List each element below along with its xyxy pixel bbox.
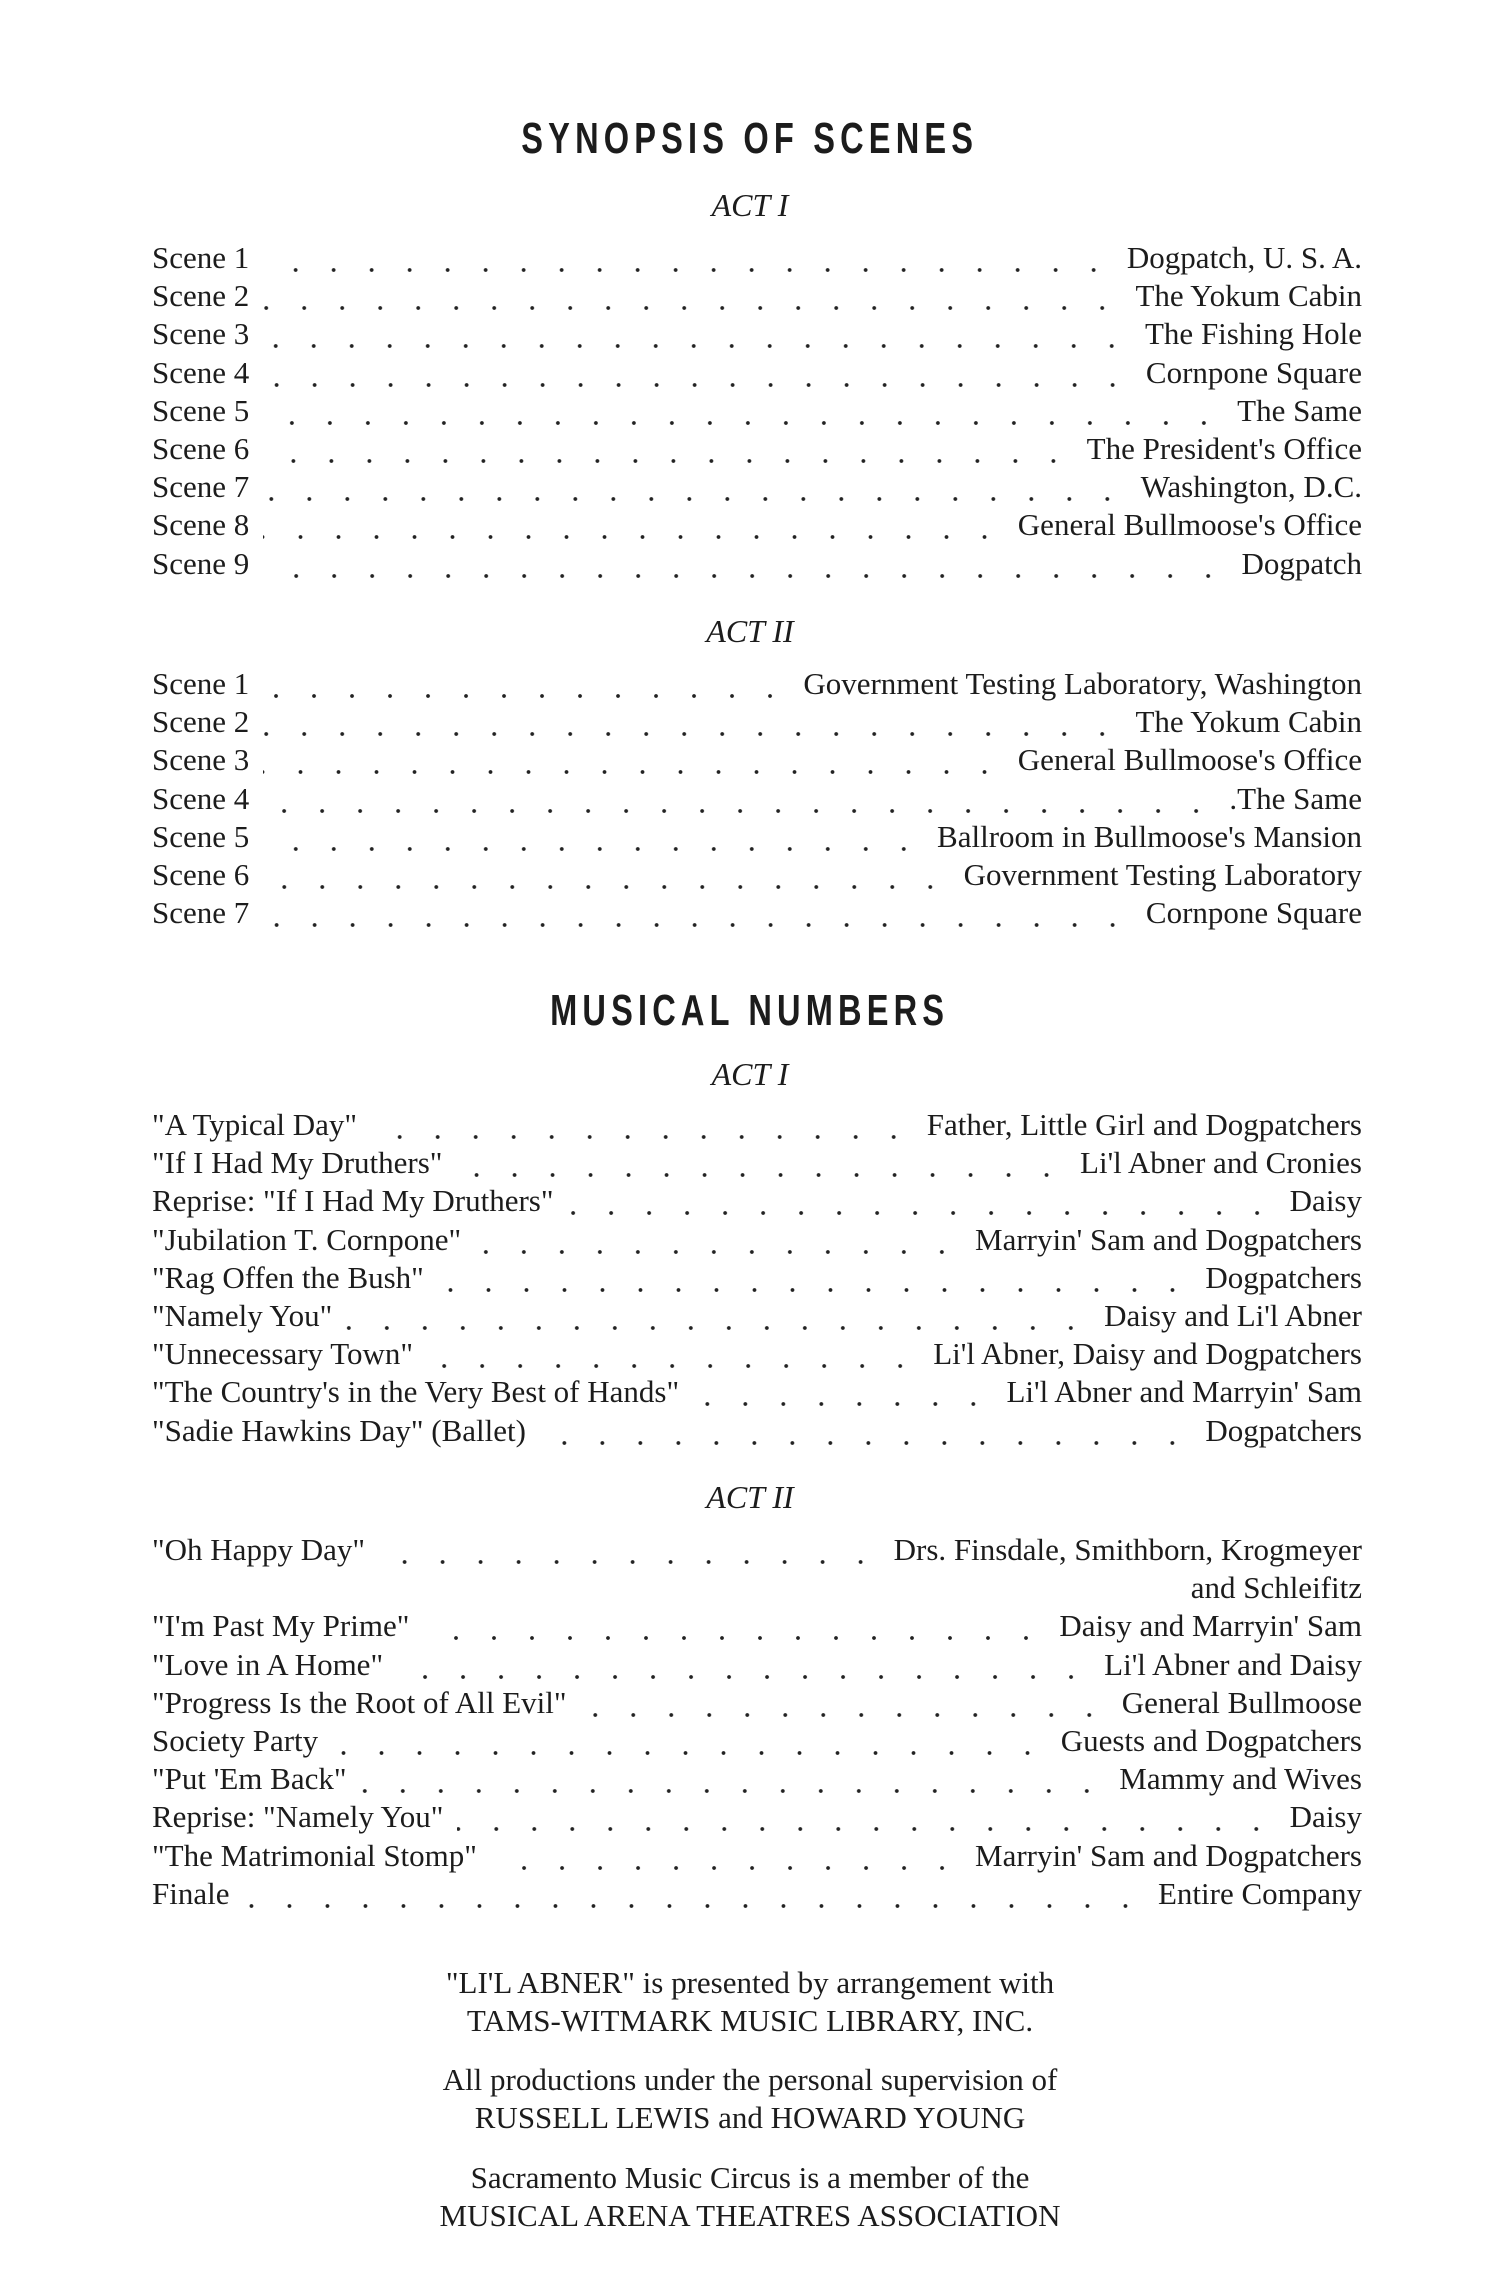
musical-act2-list bbox=[152, 1531, 1362, 1913]
list-item bbox=[152, 1182, 1362, 1220]
dot-leader bbox=[361, 1760, 1106, 1798]
item-title: "Sadie Hawkins Day" (Ballet) bbox=[152, 1412, 526, 1448]
item-detail: The Yokum Cabin bbox=[1135, 278, 1362, 314]
item-detail: Mammy and Wives bbox=[1119, 1761, 1362, 1797]
list-item bbox=[152, 392, 1362, 430]
item-title: Scene 1 bbox=[152, 240, 250, 275]
item-detail: Daisy bbox=[1289, 1183, 1362, 1219]
list-item bbox=[152, 545, 1362, 583]
item-detail: Daisy bbox=[1289, 1799, 1362, 1835]
item-detail: Marryin' Sam and Dogpatchers bbox=[975, 1837, 1362, 1873]
list-item bbox=[152, 1335, 1362, 1373]
list-item bbox=[152, 277, 1362, 315]
dot-leader bbox=[371, 1106, 913, 1144]
list-item bbox=[152, 1837, 1362, 1875]
item-title: Scene 4 bbox=[152, 780, 250, 816]
item-detail: Ballroom in Bullmoose's Mansion bbox=[937, 818, 1362, 854]
footer-line-4: RUSSELL LEWIS and HOWARD YOUNG bbox=[474, 2100, 1026, 2135]
list-item bbox=[152, 1106, 1362, 1144]
synopsis-act1-list bbox=[152, 239, 1362, 583]
dot-leader bbox=[397, 1646, 1090, 1684]
list-item bbox=[152, 1144, 1362, 1182]
synopsis-title-text: SYNOPSIS OF SCENES bbox=[521, 114, 979, 163]
list-item bbox=[152, 1531, 1362, 1569]
item-title: Scene 2 bbox=[152, 704, 250, 740]
dot-leader bbox=[263, 277, 1121, 315]
item-title: Scene 6 bbox=[152, 856, 250, 892]
item-title: "Oh Happy Day" bbox=[152, 1532, 365, 1567]
item-title: "Rag Offen the Bush" bbox=[152, 1259, 424, 1295]
item-title: Scene 7 bbox=[152, 469, 250, 505]
list-item bbox=[152, 665, 1362, 703]
list-item-continuation bbox=[152, 1569, 1362, 1607]
item-detail: Daisy and Marryin' Sam bbox=[1059, 1608, 1362, 1644]
list-item bbox=[152, 506, 1362, 544]
dot-leader bbox=[263, 354, 1132, 392]
dot-leader bbox=[263, 430, 1072, 468]
item-title: "Namely You" bbox=[152, 1297, 333, 1333]
item-detail: Guests and Dogpatchers bbox=[1060, 1722, 1362, 1758]
list-item bbox=[152, 741, 1362, 779]
dot-leader bbox=[457, 1798, 1275, 1836]
list-item bbox=[152, 1760, 1362, 1798]
musical-act2-label: ACT II bbox=[706, 1479, 794, 1515]
item-detail: Dogpatchers bbox=[1205, 1259, 1362, 1295]
item-detail: Government Testing Laboratory bbox=[963, 856, 1362, 892]
dot-leader bbox=[456, 1144, 1066, 1182]
item-title: Scene 9 bbox=[152, 545, 250, 581]
item-title: Reprise: "If I Had My Druthers" bbox=[152, 1183, 554, 1219]
item-detail: Cornpone Square bbox=[1145, 354, 1362, 390]
musical-numbers-title bbox=[0, 986, 1500, 1036]
dot-leader bbox=[244, 1875, 1144, 1913]
dot-leader bbox=[263, 741, 1004, 779]
dot-leader bbox=[263, 315, 1131, 353]
item-title: "Progress Is the Root of All Evil" bbox=[152, 1684, 567, 1720]
list-item bbox=[152, 894, 1362, 932]
list-item bbox=[152, 1221, 1362, 1259]
dot-leader bbox=[491, 1837, 961, 1875]
dot-leader bbox=[423, 1607, 1045, 1645]
list-item bbox=[152, 315, 1362, 353]
list-item bbox=[152, 468, 1362, 506]
item-detail: Li'l Abner and Cronies bbox=[1080, 1145, 1362, 1181]
item-detail: .The Same bbox=[1229, 780, 1362, 816]
footer-line-6: MUSICAL ARENA THEATRES ASSOCIATION bbox=[439, 2198, 1061, 2233]
synopsis-title bbox=[0, 114, 1500, 164]
item-detail: Washington, D.C. bbox=[1140, 469, 1362, 505]
dot-leader bbox=[263, 665, 789, 703]
item-title: Scene 8 bbox=[152, 507, 250, 543]
list-item bbox=[152, 1722, 1362, 1760]
item-detail: The Fishing Hole bbox=[1145, 316, 1362, 352]
dot-leader bbox=[263, 780, 1215, 818]
item-title: "If I Had My Druthers" bbox=[152, 1145, 443, 1181]
list-item bbox=[152, 1259, 1362, 1297]
item-title: Scene 1 bbox=[152, 666, 250, 701]
item-detail: Dogpatch bbox=[1241, 545, 1362, 581]
dot-leader bbox=[263, 856, 949, 894]
list-item bbox=[152, 1684, 1362, 1722]
list-item bbox=[152, 1646, 1362, 1684]
dot-leader bbox=[263, 468, 1126, 506]
dot-leader bbox=[379, 1531, 880, 1569]
item-title: Society Party bbox=[152, 1722, 319, 1758]
item-detail: Drs. Finsdale, Smithborn, Krogmeyer bbox=[893, 1532, 1362, 1567]
synopsis-act2-label: ACT II bbox=[706, 613, 794, 649]
dot-leader bbox=[263, 506, 1004, 544]
item-title: "I'm Past My Prime" bbox=[152, 1608, 410, 1644]
dot-leader bbox=[438, 1259, 1191, 1297]
dot-leader bbox=[263, 545, 1227, 583]
item-detail: Li'l Abner and Marryin' Sam bbox=[1006, 1374, 1362, 1410]
item-title: "The Matrimonial Stomp" bbox=[152, 1837, 477, 1873]
dot-leader bbox=[263, 703, 1121, 741]
synopsis-act1-label: ACT I bbox=[711, 187, 789, 223]
musical-act1-label: ACT I bbox=[711, 1056, 789, 1092]
musical-numbers-title-text: MUSICAL NUMBERS bbox=[550, 986, 950, 1035]
item-detail: The Yokum Cabin bbox=[1135, 704, 1362, 740]
dot-leader bbox=[540, 1412, 1191, 1450]
item-title: "Jubilation T. Cornpone" bbox=[152, 1221, 462, 1257]
list-item bbox=[152, 1607, 1362, 1645]
item-title: Scene 5 bbox=[152, 818, 250, 854]
item-detail: Dogpatch, U. S. A. bbox=[1126, 240, 1362, 275]
list-item bbox=[152, 703, 1362, 741]
item-title: "Love in A Home" bbox=[152, 1646, 384, 1682]
list-item bbox=[152, 818, 1362, 856]
list-item bbox=[152, 1297, 1362, 1335]
footer-line-1: "LI'L ABNER" is presented by arrangement with bbox=[445, 1965, 1055, 2000]
item-detail: General Bullmoose's Office bbox=[1017, 742, 1362, 778]
footer-line-2: TAMS-WITMARK MUSIC LIBRARY, INC. bbox=[466, 2003, 1034, 2038]
item-detail: The Same bbox=[1237, 392, 1362, 428]
list-item bbox=[152, 1875, 1362, 1913]
dot-leader bbox=[263, 239, 1113, 277]
item-title: "Unnecessary Town" bbox=[152, 1336, 414, 1372]
item-title: Scene 3 bbox=[152, 316, 250, 352]
list-item bbox=[152, 430, 1362, 468]
item-title: Scene 7 bbox=[152, 895, 250, 931]
dot-leader bbox=[346, 1297, 1090, 1335]
item-detail: Government Testing Laboratory, Washington bbox=[803, 666, 1362, 701]
item-title: "A Typical Day" bbox=[152, 1107, 358, 1142]
item-detail-continued: and Schleifitz bbox=[1190, 1570, 1362, 1606]
dot-leader bbox=[475, 1221, 961, 1259]
list-item bbox=[152, 354, 1362, 392]
item-title: Reprise: "Namely You" bbox=[152, 1799, 444, 1835]
list-item bbox=[152, 1412, 1362, 1450]
list-item bbox=[152, 1798, 1362, 1836]
item-detail: Daisy and Li'l Abner bbox=[1104, 1297, 1362, 1333]
item-detail: Entire Company bbox=[1157, 1875, 1362, 1911]
item-detail: Dogpatchers bbox=[1205, 1412, 1362, 1448]
footer-line-5: Sacramento Music Circus is a member of the bbox=[470, 2160, 1030, 2195]
list-item bbox=[152, 780, 1362, 818]
item-title: "Put 'Em Back" bbox=[152, 1761, 347, 1797]
dot-leader bbox=[581, 1684, 1108, 1722]
list-item bbox=[152, 239, 1362, 277]
dot-leader bbox=[263, 818, 923, 856]
footer-line-3: All productions under the personal supervision of bbox=[442, 2062, 1058, 2097]
item-detail: Cornpone Square bbox=[1145, 895, 1362, 931]
item-detail: Li'l Abner, Daisy and Dogpatchers bbox=[933, 1336, 1362, 1372]
dot-leader bbox=[568, 1182, 1276, 1220]
item-detail: Li'l Abner and Daisy bbox=[1104, 1646, 1362, 1682]
item-detail: General Bullmoose's Office bbox=[1017, 507, 1362, 543]
list-item bbox=[152, 1373, 1362, 1411]
item-detail: The President's Office bbox=[1086, 430, 1362, 466]
list-item bbox=[152, 856, 1362, 894]
dot-leader bbox=[263, 894, 1132, 932]
item-title: "The Country's in the Very Best of Hands" bbox=[152, 1374, 680, 1410]
item-title: Scene 5 bbox=[152, 392, 250, 428]
item-title: Scene 2 bbox=[152, 278, 250, 314]
item-detail: Father, Little Girl and Dogpatchers bbox=[926, 1107, 1362, 1142]
item-title: Finale bbox=[152, 1875, 230, 1911]
dot-leader bbox=[427, 1335, 919, 1373]
item-title: Scene 3 bbox=[152, 742, 250, 778]
synopsis-act2-list bbox=[152, 665, 1362, 932]
dot-leader bbox=[263, 392, 1223, 430]
dot-leader bbox=[332, 1722, 1047, 1760]
item-detail: Marryin' Sam and Dogpatchers bbox=[975, 1221, 1362, 1257]
item-detail: General Bullmoose bbox=[1121, 1684, 1362, 1720]
musical-act1-list bbox=[152, 1106, 1362, 1450]
dot-leader bbox=[693, 1373, 992, 1411]
item-title: Scene 4 bbox=[152, 354, 250, 390]
item-title: Scene 6 bbox=[152, 430, 250, 466]
